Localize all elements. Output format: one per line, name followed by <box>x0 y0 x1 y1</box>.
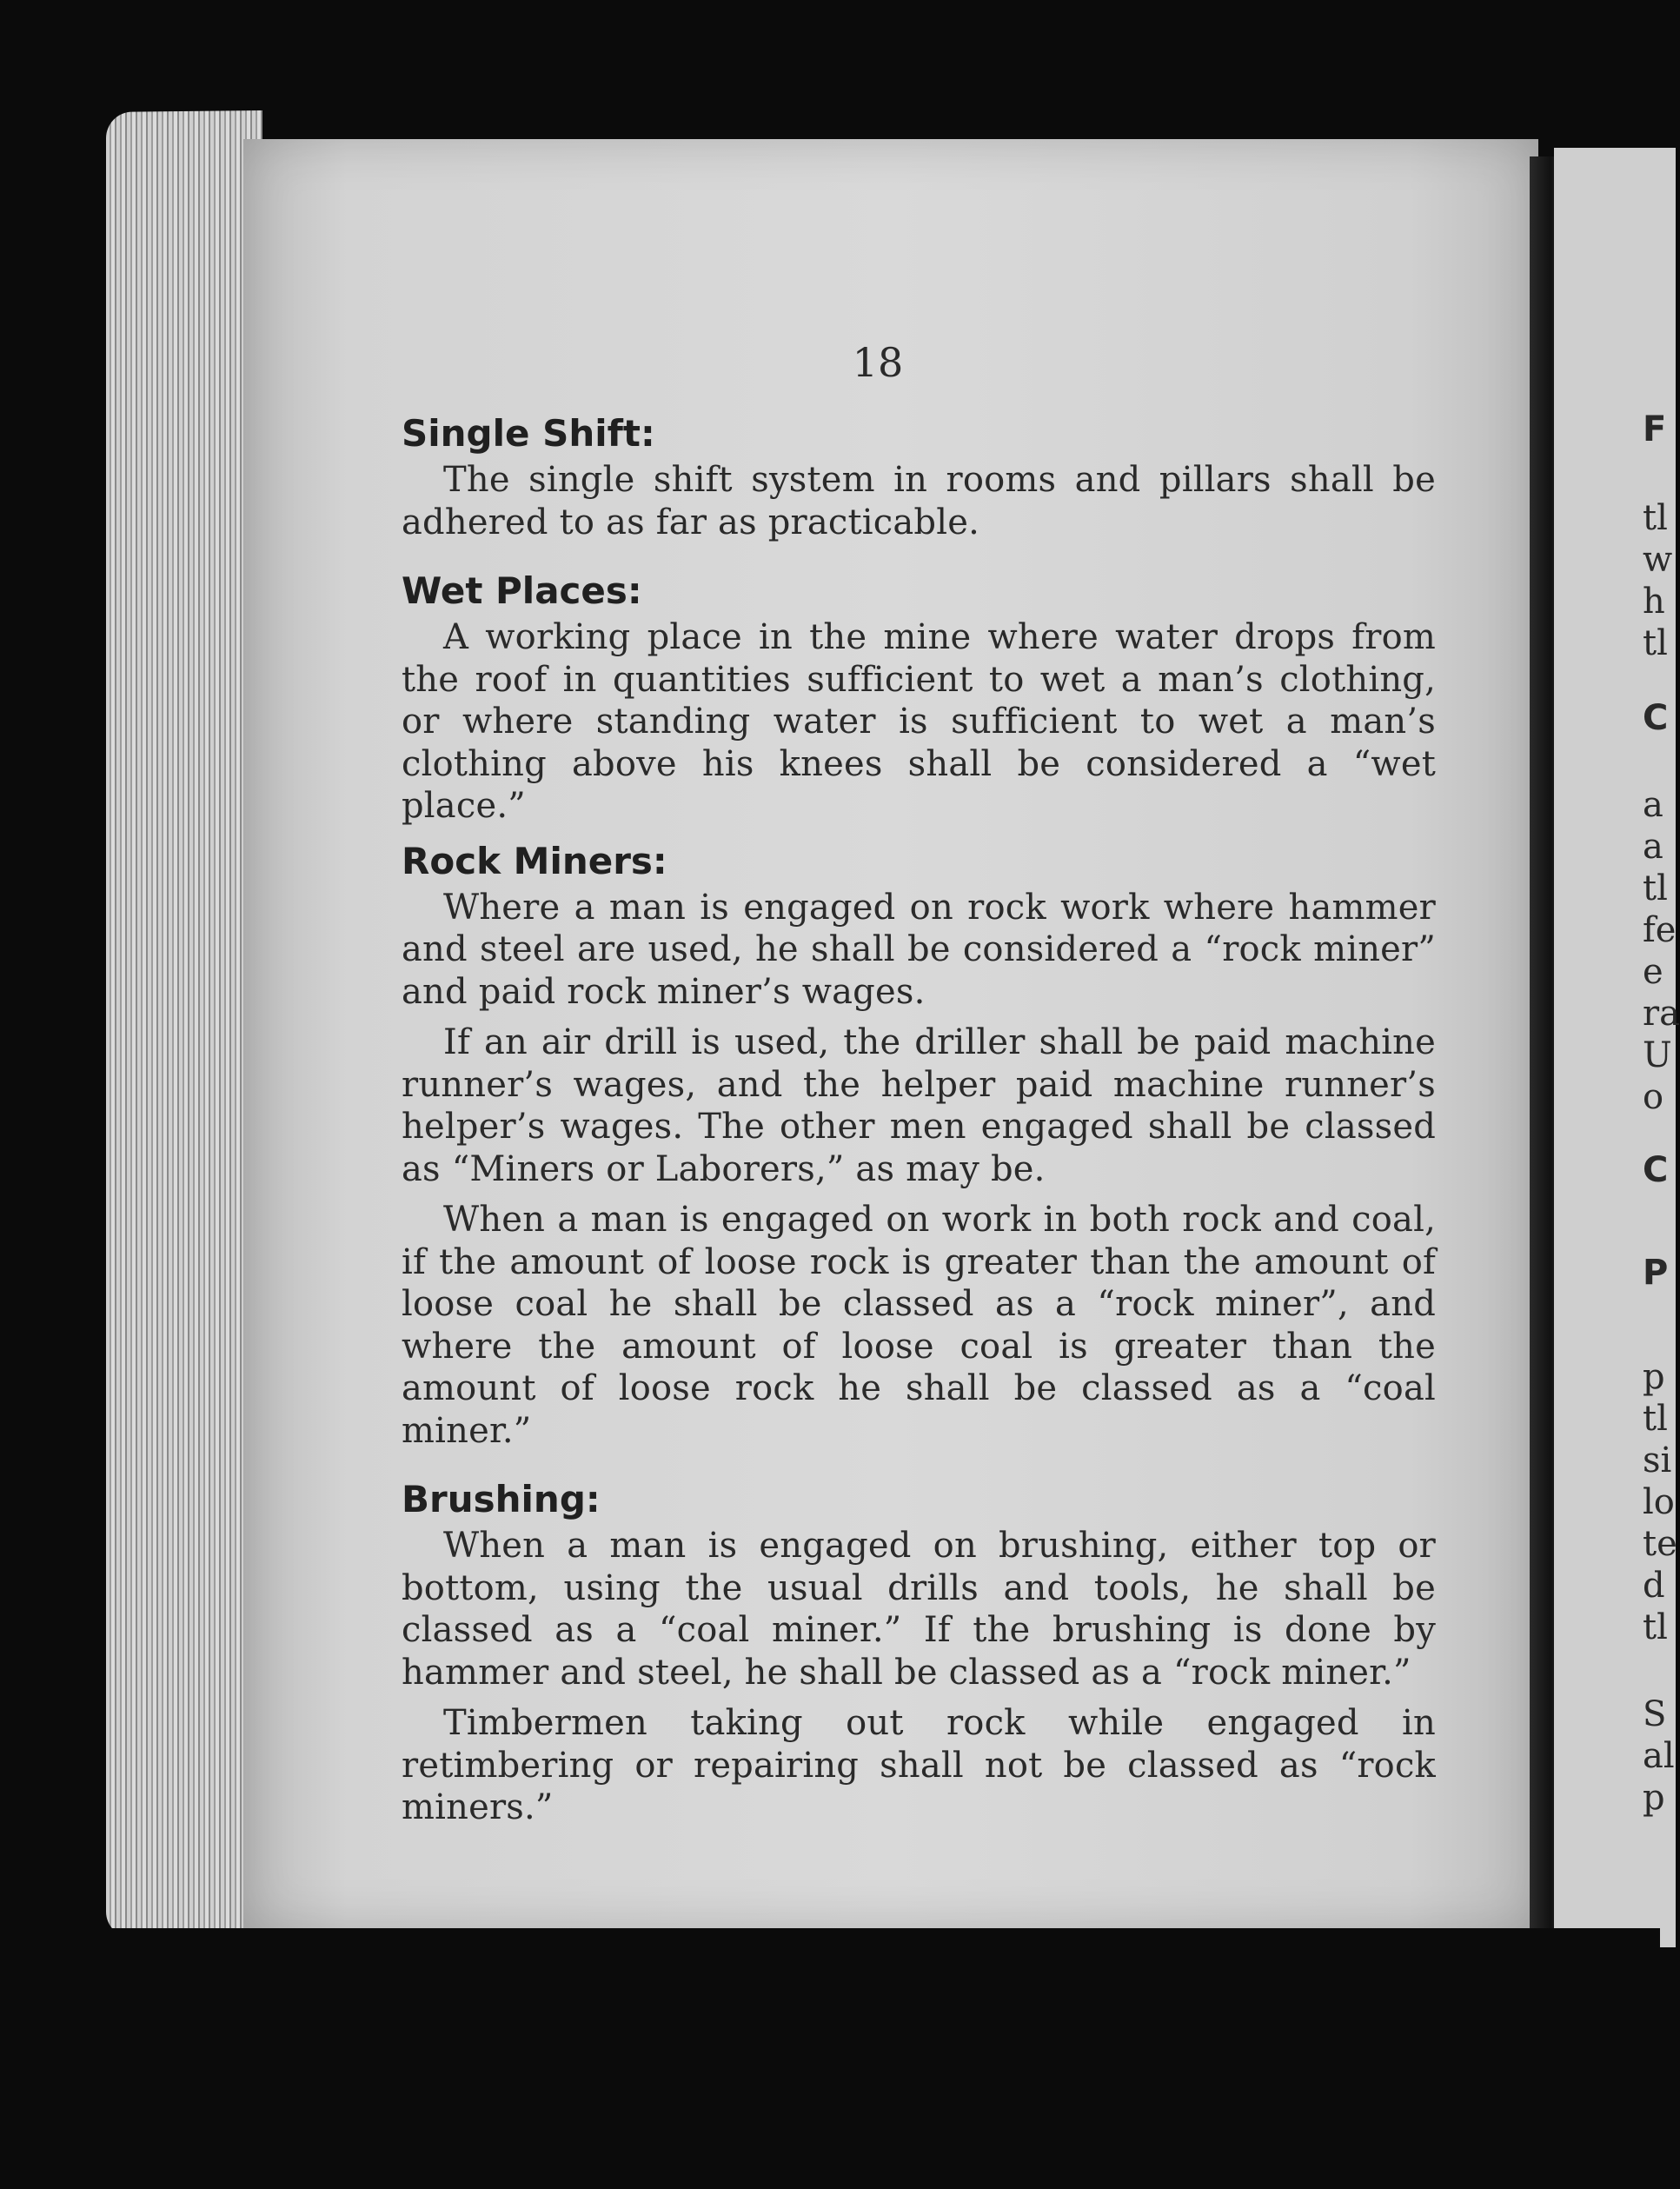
fragment: tl <box>1643 1399 1668 1439</box>
heading-single-shift: Single Shift: <box>402 412 655 455</box>
fragment: tl <box>1643 498 1668 538</box>
fragment: p <box>1643 1357 1665 1397</box>
fragment: U <box>1643 1035 1672 1075</box>
fragment: al <box>1643 1736 1675 1776</box>
paragraph: The single shift system in rooms and pillars shall be adhered to as far as practicable. <box>402 460 1436 542</box>
page-content <box>402 409 1436 1829</box>
page-number: 18 <box>852 339 904 386</box>
fragment: F <box>1643 409 1667 449</box>
fragment: S <box>1643 1694 1667 1734</box>
paragraph: When a man is engaged on work in both rock and coal, if the amount of loose rock is greater than the amount of loose coal he shall be classed as a “rock miner”, and where the amount of loose coal is greater than the amount of loose rock he shall be classed as a “coal miner.” <box>402 1200 1436 1451</box>
paragraph: Where a man is engaged on rock work where hammer and steel are used, he shall be considered a “rock miner” and paid rock miner’s wages. <box>402 887 1436 1012</box>
heading-wet-places: Wet Places: <box>402 569 642 612</box>
heading-rock-miners: Rock Miners: <box>402 839 667 882</box>
fragment: tl <box>1643 1607 1668 1647</box>
background-shadow <box>96 1928 1660 2189</box>
paragraph: If an air drill is used, the driller shall be paid machine runner’s wages, and the helper paid machine runner’s helper’s wages. The other men engaged shall be classed as “Miners or Laborers,” as may be. <box>402 1022 1436 1189</box>
fragment: ra <box>1643 994 1680 1034</box>
fragment: tl <box>1643 868 1668 908</box>
heading-brushing: Brushing: <box>402 1478 601 1520</box>
fragment: C <box>1643 1150 1669 1190</box>
fragment: tl <box>1643 623 1668 663</box>
fragment: a <box>1643 785 1663 825</box>
fragment: lo <box>1643 1482 1675 1522</box>
page-edges <box>106 110 262 1938</box>
fragment: a <box>1643 827 1663 867</box>
fragment: p <box>1643 1778 1665 1818</box>
fragment: o <box>1643 1077 1664 1117</box>
fragment: te <box>1643 1524 1677 1564</box>
paragraph: Timbermen taking out rock while engaged in retimbering or repairing shall not be classed as “rock miners.” <box>402 1703 1436 1827</box>
fragment: e <box>1643 952 1663 992</box>
fragment: d <box>1643 1566 1665 1606</box>
fragment: h <box>1643 582 1665 622</box>
fragment: fe <box>1643 910 1677 950</box>
paragraph: When a man is engaged on brushing, either top or bottom, using the usual drills and tools, he shall be classed as a “coal miner.” If the brushing is done by hammer and steel, he shall be classed as a “rock miner.” <box>402 1526 1436 1693</box>
paragraph: A working place in the mine where water drops from the roof in quantities sufficient to wet a man’s clothing, or where standing water is sufficient to wet a man’s clothing above his knees shall be considered a “wet place.” <box>402 617 1436 826</box>
fragment: si <box>1643 1440 1672 1480</box>
fragment: w <box>1643 540 1673 580</box>
fragment: P <box>1643 1253 1669 1293</box>
fragment: C <box>1643 698 1669 738</box>
